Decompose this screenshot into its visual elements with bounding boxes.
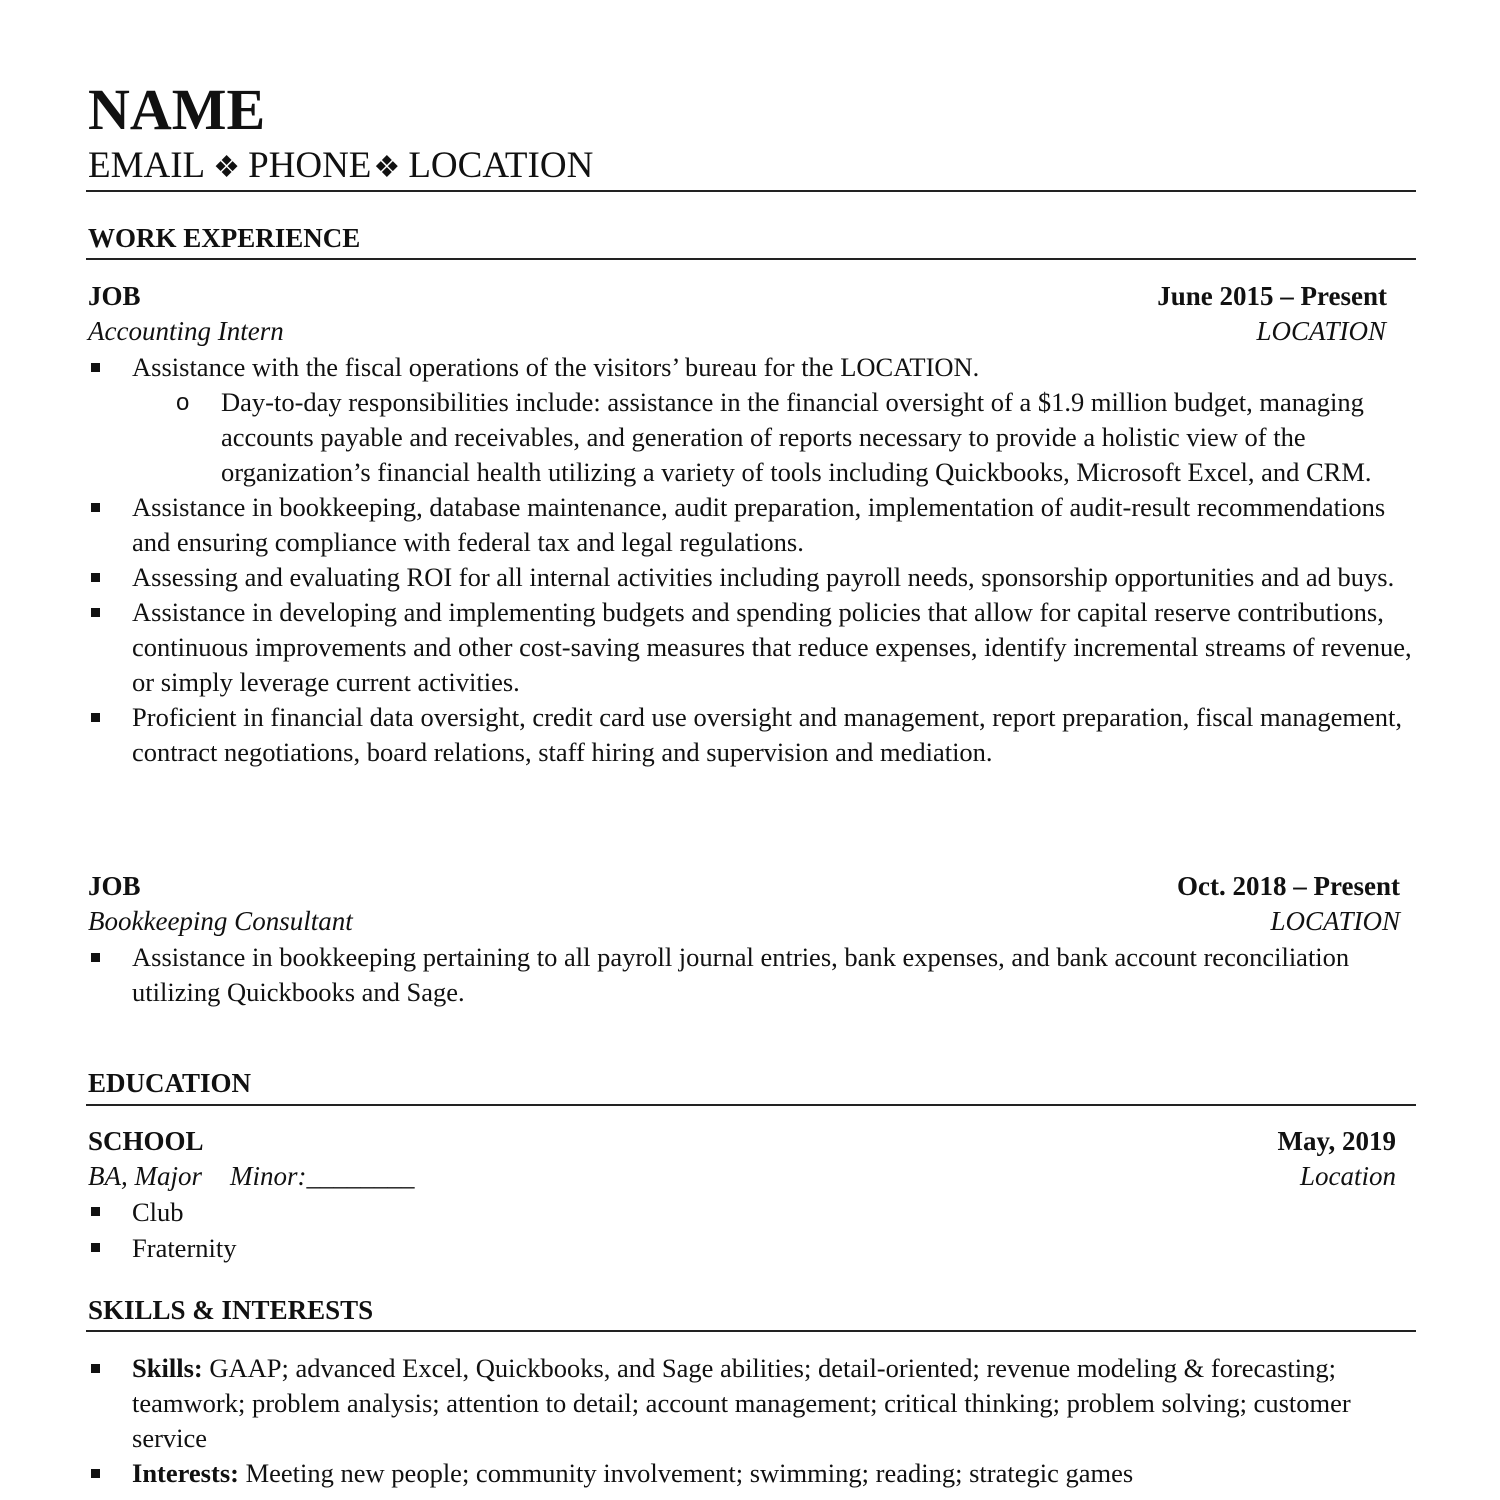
- list-item: Assistance with the fiscal operations of the visitors’ bureau for the LOCATION.: [88, 350, 1418, 385]
- candidate-name: NAME: [88, 77, 266, 142]
- school-location: Location: [1299, 1161, 1396, 1191]
- education-bullets: [88, 1194, 1418, 1266]
- minor: Minor:________: [230, 1161, 415, 1191]
- skills-text: GAAP; advanced Excel, Quickbooks, and Sage abilities; detail-oriented; revenue modeling & forecasting; teamwork; problem analysis; attention to detail; account management; critical thinking; problem solving; customer service: [132, 1353, 1351, 1453]
- diamond-separator-icon: ❖: [373, 151, 401, 184]
- location: LOCATION: [408, 145, 594, 186]
- interests-item: [88, 1456, 1418, 1491]
- section-title-work: WORK EXPERIENCE: [88, 223, 361, 253]
- job-bullets: [88, 940, 1418, 1010]
- list-item: Proficient in financial data oversight, credit card use oversight and management, report preparation, fiscal management, contract negotiations, board relations, staff hiring and supervision and mediation.: [88, 700, 1418, 770]
- list-item: Assistance in bookkeeping pertaining to all payroll journal entries, bank expenses, and bank account reconciliation utilizing Quickbooks and Sage.: [88, 940, 1418, 1010]
- skills-item: [88, 1351, 1418, 1456]
- job-bullets: [88, 350, 1418, 770]
- work-divider: [86, 258, 1416, 260]
- job-title: JOB: [88, 281, 141, 311]
- list-item: Assistance in bookkeeping, database maintenance, audit preparation, implementation of audit-result recommendations and ensuring compliance with federal tax and legal regulations.: [88, 490, 1418, 560]
- degree-line: [88, 1161, 415, 1191]
- school-name: SCHOOL: [88, 1126, 204, 1156]
- degree: BA, Major: [88, 1161, 202, 1191]
- skills-bullets: [88, 1351, 1418, 1491]
- contact-line: [88, 145, 593, 189]
- list-item: Fraternity: [88, 1230, 1418, 1266]
- education-divider: [86, 1104, 1416, 1106]
- list-item: o Day-to-day responsibilities include: assistance in the financial oversight of a $1.9 million budget, managing accounts payable and receivables, and generation of reports necessary to provide a holistic view of the organization’s financial health utilizing a variety of tools including Quickbooks, Microsoft Excel, and CRM.: [88, 385, 1418, 490]
- interests-text: Meeting new people; community involvement; swimming; reading; strategic games: [238, 1458, 1134, 1488]
- section-title-skills: SKILLS & INTERESTS: [88, 1295, 374, 1325]
- header-divider: [86, 190, 1416, 192]
- job-location: LOCATION: [1256, 316, 1386, 346]
- job-role: Accounting Intern: [88, 316, 284, 346]
- list-item: Assessing and evaluating ROI for all internal activities including payroll needs, sponsorship opportunities and ad buys.: [88, 560, 1418, 595]
- section-title-education: EDUCATION: [88, 1068, 252, 1098]
- phone: PHONE: [248, 145, 372, 186]
- skills-divider: [86, 1330, 1416, 1332]
- list-item: Assistance in developing and implementing budgets and spending policies that allow for capital reserve contributions, continuous improvements and other cost-saving measures that reduce expenses, identify incremental streams of revenue, or simply leverage current activities.: [88, 595, 1418, 700]
- graduation-date: May, 2019: [1277, 1126, 1396, 1156]
- diamond-separator-icon: ❖: [213, 151, 241, 184]
- list-item: Club: [88, 1194, 1418, 1230]
- job-title: JOB: [88, 871, 141, 901]
- job-role: Bookkeeping Consultant: [88, 906, 353, 936]
- job-dates: Oct. 2018 – Present: [1177, 871, 1400, 901]
- interests-label: Interests:: [132, 1458, 239, 1488]
- job-dates: June 2015 – Present: [1157, 281, 1387, 311]
- job-location: LOCATION: [1270, 906, 1400, 936]
- email: EMAIL: [88, 145, 206, 186]
- skills-label: Skills:: [132, 1353, 203, 1383]
